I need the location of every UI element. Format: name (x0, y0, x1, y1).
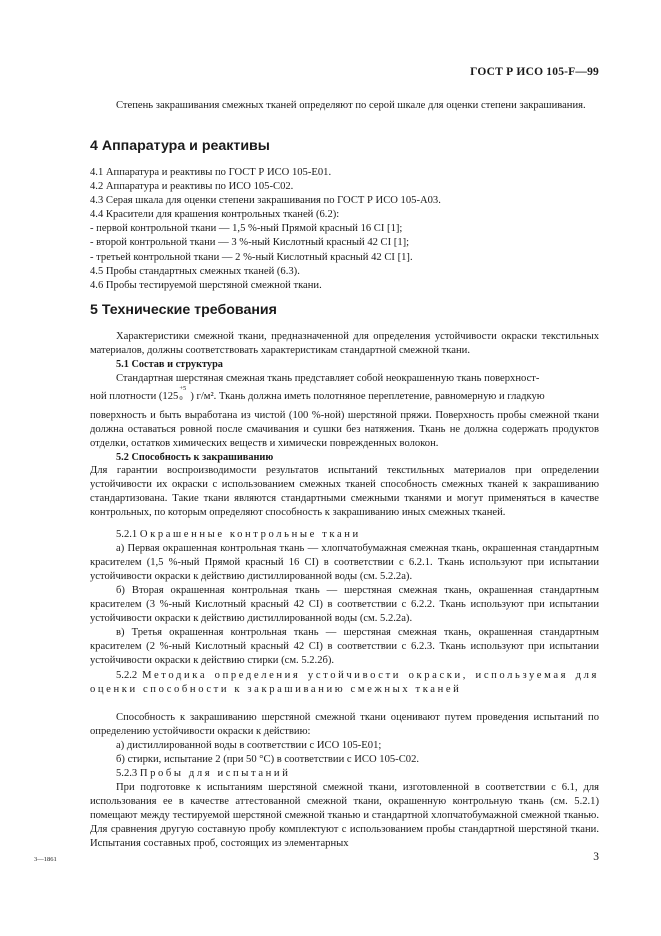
list-item: 4.2 Аппаратура и реактивы по ИСО 105-С02. (90, 181, 294, 193)
print-code: 3—1861 (34, 856, 57, 863)
page-number: 3 (593, 851, 599, 863)
section-5-2-1-a: а) Первая окрашенная контрольная ткань — хлопчатобумажная смежная ткань, окрашенная стандартным красителем (1,5 %-ный Прямой красный 16 CI) в соответствии с 6.2.1. Ткань используют при испытании устойчивости окраски к действию дистиллированной воды (см. 5.2.2а). (90, 543, 599, 582)
section-5-2-2-title: Методика определения устойчивости окраски, используемая для оценки способности к закрашиванию смежных тканей (90, 670, 599, 695)
section-5-2-1-number: 5.2.1 (116, 529, 138, 540)
list-item: 4.1 Аппаратура и реактивы по ГОСТ Р ИСО 105-Е01. (90, 167, 332, 178)
list-item: - первой контрольной ткани — 1,5 %-ный Прямой красный 16 CI [1]; (90, 223, 403, 235)
section-5-2-1-c: в) Третья окрашенная контрольная ткань — шерстяная смежная ткань, окрашенная стандартным красителем (2 %-ный Кислотный красный 42 CI) в соответствии с 6.2.3. Ткань используют при испытании устойчивости окраски к действию стирки (см. 5.2.2б). (90, 627, 599, 666)
tolerance-sub: 0 (179, 395, 183, 402)
section-4-list (90, 166, 599, 293)
list-item: - третьей контрольной ткани — 2 %-ный Кислотный красный 42 CI [1]. (90, 251, 413, 263)
list-item: 4.5 Пробы стандартных смежных тканей (6.3). (90, 265, 300, 277)
list-item: 4.4 Красители для крашения контрольных тканей (6.2): (90, 209, 340, 221)
tolerance-sup: +5 (179, 385, 187, 392)
section-4-heading: 4 Аппаратура и реактивы (90, 138, 270, 154)
section-5-2-heading: 5.2 Способность к закрашиванию (116, 452, 274, 463)
list-item: 4.6 Пробы тестируемой шерстяной смежной ткани. (90, 279, 322, 291)
section-5-2-2-number: 5.2.2 (116, 670, 138, 681)
section-5-2-2-heading (90, 669, 599, 697)
density-text-b: ) г/м². Ткань должна иметь полотняное переплетение, равномерную и гладкую (190, 391, 545, 402)
section-5-1-line1: Стандартная шерстяная смежная ткань представляет собой неокрашенную ткань поверхност- (116, 373, 540, 384)
section-5-intro: Характеристики смежной ткани, предназначенной для определения устойчивости окраски текстильных материалов, должны соответствовать характеристикам стандартной смежной ткани. (90, 331, 599, 356)
section-5-1-heading: 5.1 Состав и структура (116, 359, 223, 370)
section-5-2-3-title: Пробы для испытаний (139, 768, 291, 779)
section-5-2-3-heading (90, 767, 599, 781)
density-text-a: ной плотности (125 (90, 391, 179, 402)
section-5-2-1-heading (90, 528, 599, 542)
section-5-2-2-body: Способность к закрашиванию шерстяной смежной ткани оценивают путем проведения испытаний по определению устойчивости окраски к действию: (90, 712, 599, 737)
section-5-2-1-title: Окрашенные контрольные ткани (139, 529, 361, 540)
list-item: - второй контрольной ткани — 3 %-ный Кислотный красный 42 CI [1]; (90, 237, 410, 249)
section-5-1-body: поверхность и быть выработана из чистой (100 %-ной) шерстяной пряжи. Поверхность пробы смежной ткани должна оставаться ровной после смачивания и сушки без натяжения. Ткань не должна содержать продуктов отделки, остатков химических веществ и химически поврежденных волокон. (90, 410, 599, 449)
section-5-1-line2 (90, 385, 599, 404)
density-tolerance (178, 385, 190, 402)
section-5-2-body: Для гарантии воспроизводимости результатов испытаний текстильных материалов при определении устойчивости их окраски с использованием смежных тканей способность смежных тканей к закрашиванию стандартизована. Такие ткани являются стандартными смежными тканями и могут применяться в качестве контрольных, по которым определяют способность к закрашиванию иных смежных тканей. (90, 465, 599, 518)
section-5-2-1-b: б) Вторая окрашенная контрольная ткань — шерстяная смежная ткань, окрашенная стандартным красителем (3 %-ный Кислотный красный 42 CI) в соответствии с 6.2.2. Ткань используют при испытании устойчивости окраски к действию дистиллированной воды (см. 5.2.2а). (90, 585, 599, 624)
section-5-heading: 5 Технические требования (90, 302, 277, 318)
section-5-2-2-a: а) дистиллированной воды в соответствии с ИСО 105-Е01; (116, 740, 382, 751)
intro-paragraph: Степень закрашивания смежных тканей определяют по серой шкале для оценки степени закрашивания. (116, 100, 586, 111)
section-5-2-2-b: б) стирки, испытание 2 (при 50 °C) в соответствии с ИСО 105-С02. (116, 754, 420, 765)
standard-header: ГОСТ Р ИСО 105-F—99 (470, 66, 599, 78)
list-item: 4.3 Серая шкала для оценки степени закрашивания по ГОСТ Р ИСО 105-А03. (90, 195, 441, 207)
section-5-2-3-body: При подготовке к испытаниям шерстяной смежной ткани, изготовленной в соответствии с 6.1, для использования ее в качестве аттестованной смежной ткани, окрашенную контрольную ткань (см. 5.2.1) помещают между тестируемой шерстяной смежной тканью и стандартной хлопчатобумажной смежной тканью. Для сравнения другую составную пробу комплектуют с использованием пробы стандартной шерстяной ткани. Испытания составных проб, состоящих из элементарных (90, 782, 599, 849)
section-5-2-3-number: 5.2.3 (116, 768, 138, 779)
